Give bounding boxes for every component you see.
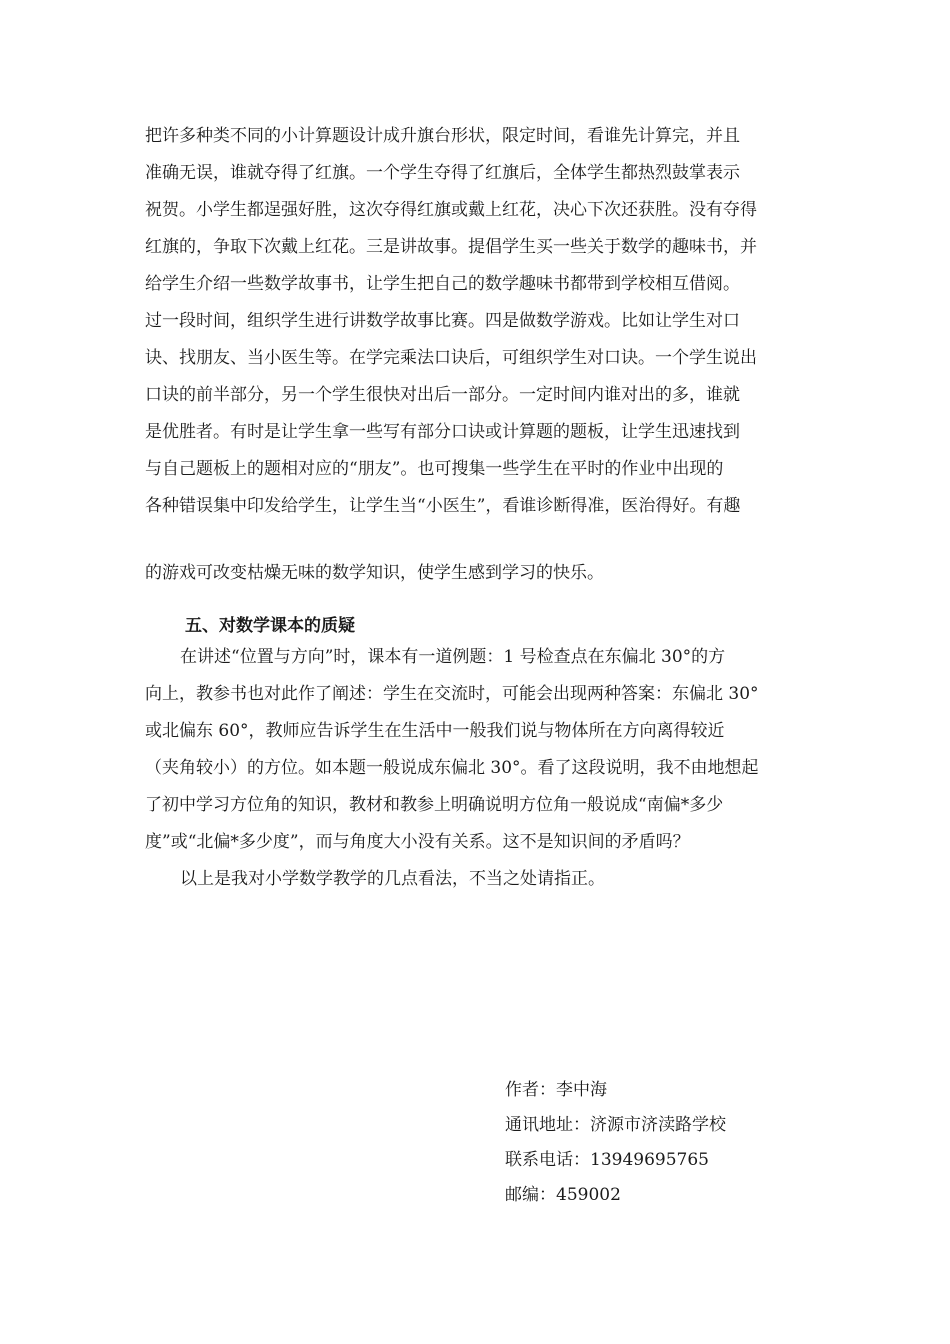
body-text-line: 或北偏东 60°，教师应告诉学生在生活中一般我们说与物体所在方向离得较近 — [145, 721, 725, 741]
body-text-line: 与自己题板上的题相对应的“朋友”。也可搜集一些学生在平时的作业中出现的 — [145, 459, 724, 479]
section-heading: 五、对数学课本的质疑 — [185, 616, 355, 636]
body-text-line: 的游戏可改变枯燥无味的数学知识，使学生感到学习的快乐。 — [145, 563, 604, 583]
body-text-line: 给学生介绍一些数学故事书，让学生把自己的数学趣味书都带到学校相互借阅。 — [145, 274, 740, 294]
body-text-line: 祝贺。小学生都逞强好胜，这次夺得红旗或戴上红花，决心下次还获胜。没有夺得 — [145, 200, 757, 220]
mailing-address: 通讯地址：济源市济渎路学校 — [505, 1115, 726, 1135]
body-text-line: 过一段时间，组织学生进行讲数学故事比赛。四是做数学游戏。比如让学生对口 — [145, 311, 740, 331]
body-text-line: 是优胜者。有时是让学生拿一些写有部分口诀或计算题的题板，让学生迅速找到 — [145, 422, 740, 442]
body-text-line: 口诀的前半部分，另一个学生很快对出后一部分。一定时间内谁对出的多，谁就 — [145, 385, 740, 405]
body-text-line: 准确无误，谁就夺得了红旗。一个学生夺得了红旗后，全体学生都热烈鼓掌表示 — [145, 163, 740, 183]
contact-phone: 联系电话：13949695765 — [505, 1150, 709, 1170]
author-name: 作者：李中海 — [505, 1080, 607, 1100]
body-text-line: 度”或“北偏*多少度”，而与角度大小没有关系。这不是知识间的矛盾吗？ — [145, 832, 690, 852]
postal-code: 邮编：459002 — [505, 1185, 621, 1205]
body-text-line: 红旗的，争取下次戴上红花。三是讲故事。提倡学生买一些关于数学的趣味书，并 — [145, 237, 757, 257]
body-text-line: 把许多种类不同的小计算题设计成升旗台形状，限定时间，看谁先计算完，并且 — [145, 126, 740, 146]
body-text-line: 在讲述“位置与方向”时，课本有一道例题：1 号检查点在东偏北 30°的方 — [180, 647, 726, 667]
closing-text: 以上是我对小学数学教学的几点看法，不当之处请指正。 — [180, 869, 605, 889]
body-text-line: 各种错误集中印发给学生，让学生当“小医生”，看谁诊断得准，医治得好。有趣 — [145, 496, 741, 516]
body-text-line: （夹角较小）的方位。如本题一般说成东偏北 30°。看了这段说明，我不由地想起 — [145, 758, 759, 778]
body-text-line: 向上，教参书也对此作了阐述：学生在交流时，可能会出现两种答案：东偏北 30° — [145, 684, 759, 704]
body-text-line: 诀、找朋友、当小医生等。在学完乘法口诀后，可组织学生对口诀。一个学生说出 — [145, 348, 757, 368]
body-text-line: 了初中学习方位角的知识，教材和教参上明确说明方位角一般说成“南偏*多少 — [145, 795, 724, 815]
